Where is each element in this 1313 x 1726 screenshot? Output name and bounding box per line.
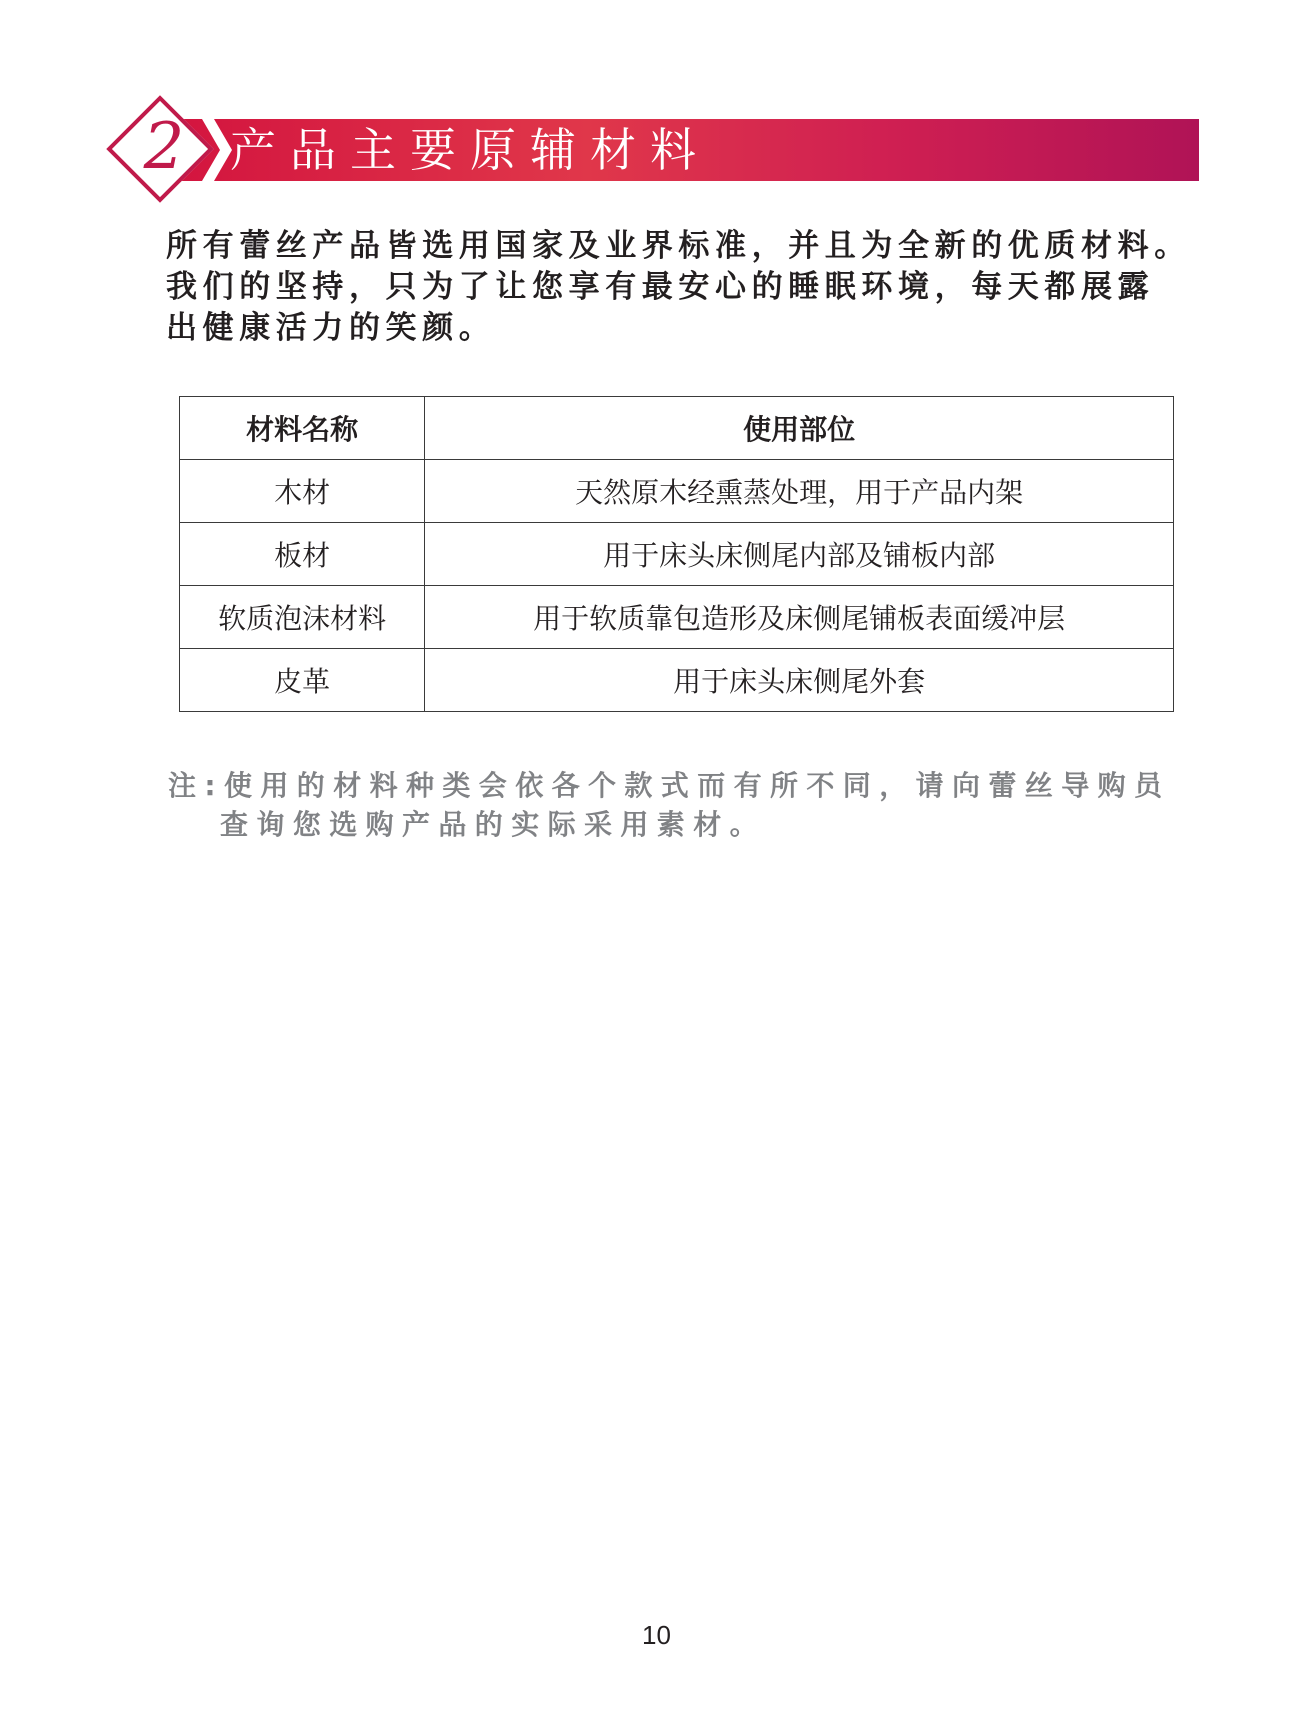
- table-row: [180, 523, 1174, 586]
- table-row: [180, 586, 1174, 649]
- material-usage-cell: 用于软质靠包造形及床侧尾铺板表面缓冲层: [425, 586, 1174, 649]
- chevron-right-icon: [202, 119, 232, 181]
- intro-paragraph: [166, 226, 1206, 349]
- column-header-material-name: 材料名称: [180, 397, 425, 460]
- page-number: 10: [642, 1620, 671, 1650]
- footnote: [168, 766, 1208, 844]
- column-header-usage: 使用部位: [425, 397, 1174, 460]
- section-title: 产品主要原辅材料: [230, 123, 710, 177]
- material-usage-cell: 用于床头床侧尾外套: [425, 649, 1174, 712]
- material-usage-cell: 天然原木经熏蒸处理，用于产品内架: [425, 460, 1174, 523]
- table-row: [180, 460, 1174, 523]
- section-header: [114, 105, 1204, 197]
- material-name-cell: 木材: [180, 460, 425, 523]
- material-usage-cell: 用于床头床侧尾内部及铺板内部: [425, 523, 1174, 586]
- intro-line: 所有蕾丝产品皆选用国家及业界标准，并且为全新的优质材料。: [166, 228, 1191, 264]
- materials-table: [179, 396, 1174, 712]
- intro-line: 出健康活力的笑颜。: [166, 310, 496, 346]
- intro-line: 我们的坚持，只为了让您享有最安心的睡眠环境，每天都展露: [166, 269, 1155, 305]
- table-header-row: [180, 397, 1174, 460]
- section-number: 2: [143, 110, 185, 184]
- material-name-cell: 软质泡沫材料: [180, 586, 425, 649]
- table-row: [180, 649, 1174, 712]
- material-name-cell: 板材: [180, 523, 425, 586]
- footnote-line: 注:使用的材料种类会依各个款式而有所不同，请向蕾丝导购员: [168, 769, 1171, 802]
- footnote-line: 查询您选购产品的实际采用素材。: [220, 808, 767, 841]
- material-name-cell: 皮革: [180, 649, 425, 712]
